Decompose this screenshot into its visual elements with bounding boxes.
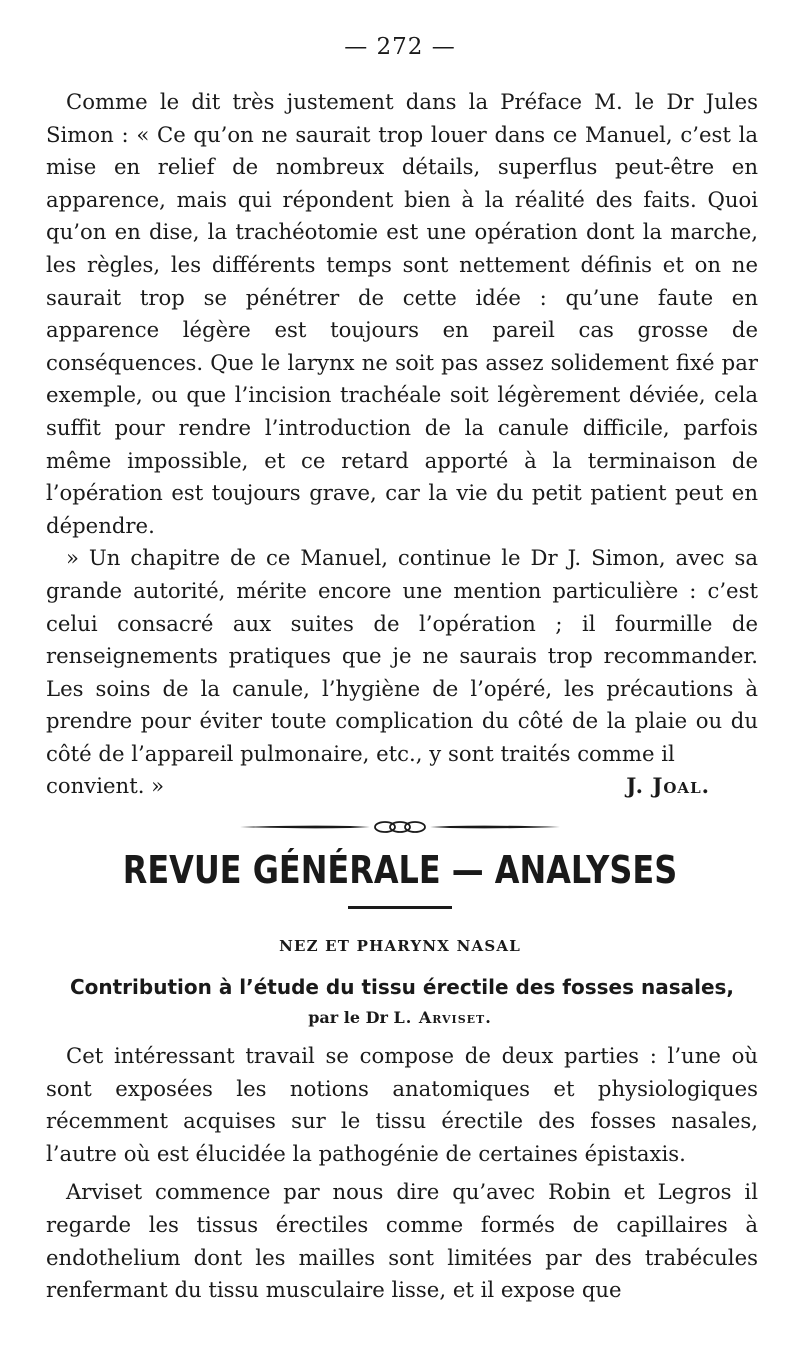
preface-paragraph-1: Comme le dit très justement dans la Préface M. le Dr Jules Simon : « Ce qu’on ne saurait trop louer dans ce Manuel, c’est la mise en relief de nombreux détails, superflus peut-être en apparence, mais qui répondent bien à la réalité des faits. Quoi qu’on en dise, la trachéotomie est une opération dont la marche, les règles, les différents temps sont nettement définis et on ne saurait trop se pénétrer de cette idée : qu’une faute en apparence légère est toujours en pareil cas grosse de conséquences. Que le larynx ne soit pas assez solidement fixé par exemple, ou que l’incision trachéale soit légèrement déviée, cela suffit pour rendre l’introduction de la canule difficile, parfois même impossible, et ce retard apporté à la terminaison de l’opération est toujours grave, car la vie du petit patient peut en dépendre.: [46, 89, 758, 538]
section-title: REVUE GÉNÉRALE — ANALYSES: [122, 848, 678, 892]
byline-prefix: par le Dr: [308, 1008, 388, 1027]
signature: J. Joal.: [626, 773, 710, 799]
article-title: Contribution à l’étude du tissu érectile des fosses nasales,: [69, 975, 735, 999]
preface-quote-block: [46, 86, 758, 803]
subsection-title: NEZ ET PHARYNX NASAL: [279, 937, 521, 955]
signature-line: [46, 770, 758, 803]
byline-author: L. Arviset.: [393, 1008, 492, 1027]
article-byline: [0, 1008, 800, 1027]
closing-words: convient. »: [46, 773, 165, 799]
review-paragraph-1: Cet intéressant travail se compose de deux parties : l’une où sont exposées les notions anatomiques et physiologiques récemment acquises sur le tissu érectile des fosses nasales, l’autre où est élucidée la pathogénie de certaines épistaxis.: [46, 1043, 758, 1166]
preface-paragraph-2: » Un chapitre de ce Manuel, continue le Dr J. Simon, avec sa grande autorité, mérite encore une mention particulière : c’est celui consacré aux suites de l’opération ; il fourmille de renseignements pratiques que je ne saurais trop recommander. Les soins de la canule, l’hygiène de l’opéré, les précautions à prendre pour éviter toute complication du côté de la plaie ou du côté de l’appareil pulmonaire, etc., y sont traités comme il: [46, 545, 758, 766]
title-rule: [348, 906, 452, 909]
ornamental-divider: [240, 817, 560, 837]
review-paragraph-2: Arviset commence par nous dire qu’avec Robin et Legros il regarde les tissus érectiles comme formés de capillaires à endothelium dont les mailles sont limitées par des trabécules renfermant du tissu musculaire lisse, et il expose que: [46, 1179, 758, 1303]
review-text-block: [46, 1040, 758, 1307]
page-number: — 272 —: [344, 34, 456, 60]
